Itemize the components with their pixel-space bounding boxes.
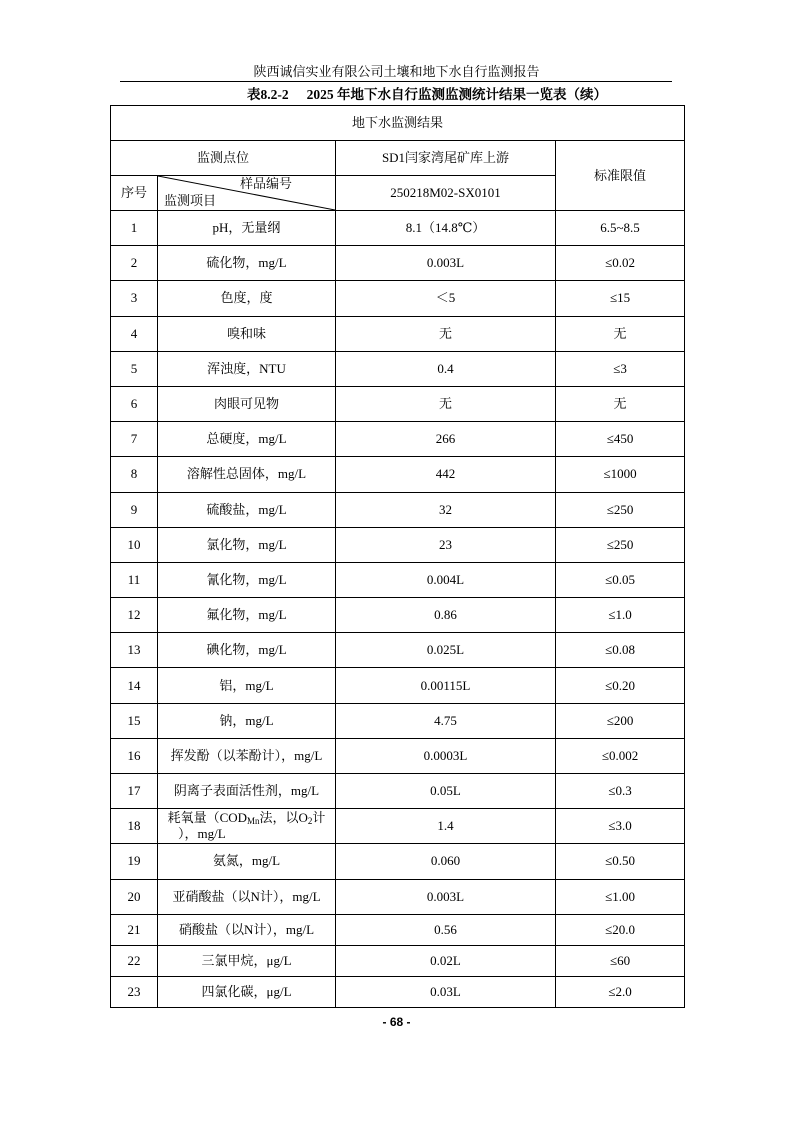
result-value: 23 xyxy=(336,527,556,562)
result-value: 无 xyxy=(336,386,556,421)
item-name: 溶解性总固体，mg/L xyxy=(158,457,336,492)
result-value: 32 xyxy=(336,492,556,527)
item-name: 浑浊度，NTU xyxy=(158,351,336,386)
table-row xyxy=(111,422,685,457)
item-name-line xyxy=(160,826,333,842)
result-value: 0.4 xyxy=(336,351,556,386)
item-name: 氯化物，mg/L xyxy=(158,527,336,562)
row-index: 9 xyxy=(111,492,158,527)
standard-limit: ≤0.002 xyxy=(556,738,685,773)
table-row xyxy=(111,738,685,773)
table-row xyxy=(111,492,685,527)
item-name: 铝，mg/L xyxy=(158,668,336,703)
row-index: 10 xyxy=(111,527,158,562)
item-name: 氨氮，mg/L xyxy=(158,844,336,879)
row-index: 14 xyxy=(111,668,158,703)
table-row xyxy=(111,527,685,562)
standard-limit: ≤1.0 xyxy=(556,598,685,633)
standard-limit: ≤0.50 xyxy=(556,844,685,879)
item-name: 四氯化碳，μg/L xyxy=(158,976,336,1007)
row-index: 8 xyxy=(111,457,158,492)
standard-limit: ≤2.0 xyxy=(556,976,685,1007)
table-row xyxy=(111,844,685,879)
standard-limit: ≤450 xyxy=(556,422,685,457)
item-name-line xyxy=(160,810,333,826)
table-row xyxy=(111,703,685,738)
result-value: 0.004L xyxy=(336,562,556,597)
standard-limit: ≤20.0 xyxy=(556,914,685,945)
row-index: 13 xyxy=(111,633,158,668)
item-name: 氟化物，mg/L xyxy=(158,598,336,633)
item-name-text: 计 xyxy=(312,810,326,826)
standard-limit: ≤60 xyxy=(556,945,685,976)
result-value: ＜5 xyxy=(336,281,556,316)
item-name: 嗅和味 xyxy=(158,316,336,351)
item-name: 硫酸盐，mg/L xyxy=(158,492,336,527)
row-index: 3 xyxy=(111,281,158,316)
row-index: 20 xyxy=(111,879,158,914)
row-index: 2 xyxy=(111,246,158,281)
item-name-text: 耗氧量（COD xyxy=(167,810,248,826)
result-value: 1.4 xyxy=(336,809,556,844)
table-row xyxy=(111,879,685,914)
item-name: 硝酸盐（以N计），mg/L xyxy=(158,914,336,945)
groundwater-results-table xyxy=(110,105,685,1008)
monitoring-point-name: SD1闫家湾尾矿库上游 xyxy=(336,141,556,176)
standard-limit: ≤0.20 xyxy=(556,668,685,703)
table-row xyxy=(111,774,685,809)
result-value: 0.05L xyxy=(336,774,556,809)
page-number: - 68 - xyxy=(382,1015,411,1029)
standard-limit: ≤0.05 xyxy=(556,562,685,597)
row-index: 22 xyxy=(111,945,158,976)
standard-limit: ≤3.0 xyxy=(556,809,685,844)
table-row xyxy=(111,281,685,316)
row-index: 23 xyxy=(111,976,158,1007)
result-value: 8.1（14.8℃） xyxy=(336,211,556,246)
diagonal-header-cell xyxy=(158,176,336,211)
row-index: 15 xyxy=(111,703,158,738)
result-value: 0.003L xyxy=(336,246,556,281)
monitoring-point-row xyxy=(111,141,685,176)
item-name: 总硬度，mg/L xyxy=(158,422,336,457)
monitoring-item-label: 监测项目 xyxy=(164,193,217,208)
table-number: 表8.2-2 xyxy=(247,87,289,102)
table-caption xyxy=(247,86,607,104)
table-section-row xyxy=(111,106,685,141)
item-name: 碘化物，mg/L xyxy=(158,633,336,668)
standard-limit: ≤15 xyxy=(556,281,685,316)
row-index: 16 xyxy=(111,738,158,773)
running-header: 陕西诚信实业有限公司土壤和地下水自行监测报告 xyxy=(253,64,540,79)
standard-limit: ≤0.08 xyxy=(556,633,685,668)
row-index: 12 xyxy=(111,598,158,633)
standard-limit: ≤3 xyxy=(556,351,685,386)
header-rule xyxy=(120,81,672,82)
table-row xyxy=(111,386,685,421)
item-name-text: 法，以O xyxy=(259,810,308,826)
row-index: 19 xyxy=(111,844,158,879)
result-value: 266 xyxy=(336,422,556,457)
result-value: 4.75 xyxy=(336,703,556,738)
table-row xyxy=(111,562,685,597)
standard-limit: 6.5~8.5 xyxy=(556,211,685,246)
sample-id: 250218M02-SX0101 xyxy=(336,176,556,211)
table-row xyxy=(111,316,685,351)
item-name: pH，无量纲 xyxy=(158,211,336,246)
standard-limit-header: 标准限值 xyxy=(556,141,685,211)
row-index: 5 xyxy=(111,351,158,386)
table-row xyxy=(111,598,685,633)
row-index: 6 xyxy=(111,386,158,421)
item-name: 阴离子表面活性剂，mg/L xyxy=(158,774,336,809)
standard-limit: ≤0.3 xyxy=(556,774,685,809)
result-value: 0.025L xyxy=(336,633,556,668)
result-value: 0.003L xyxy=(336,879,556,914)
monitoring-point-label: 监测点位 xyxy=(111,141,336,176)
result-value: 0.060 xyxy=(336,844,556,879)
item-name: 钠，mg/L xyxy=(158,703,336,738)
standard-limit: 无 xyxy=(556,316,685,351)
item-name-subscript: 2 xyxy=(307,816,313,827)
item-name: 挥发酚（以苯酚计），mg/L xyxy=(158,738,336,773)
item-name: 氰化物，mg/L xyxy=(158,562,336,597)
table-title: 2025 年地下水自行监测监测统计结果一览表（续） xyxy=(306,87,607,102)
item-name: 肉眼可见物 xyxy=(158,386,336,421)
table-row xyxy=(111,351,685,386)
table-row xyxy=(111,246,685,281)
standard-limit: ≤1.00 xyxy=(556,879,685,914)
result-value: 0.00115L xyxy=(336,668,556,703)
result-value: 0.03L xyxy=(336,976,556,1007)
sample-id-label: 样品编号 xyxy=(240,176,293,191)
row-index: 21 xyxy=(111,914,158,945)
result-value: 无 xyxy=(336,316,556,351)
table-row xyxy=(111,809,685,844)
table-row xyxy=(111,457,685,492)
standard-limit: ≤250 xyxy=(556,492,685,527)
table-row xyxy=(111,976,685,1007)
table-row xyxy=(111,211,685,246)
standard-limit: ≤250 xyxy=(556,527,685,562)
table-row xyxy=(111,633,685,668)
result-value: 0.0003L xyxy=(336,738,556,773)
result-value: 442 xyxy=(336,457,556,492)
standard-limit: ≤0.02 xyxy=(556,246,685,281)
section-title: 地下水监测结果 xyxy=(111,106,685,141)
item-name-subscript: Mn xyxy=(247,816,260,827)
row-index: 7 xyxy=(111,422,158,457)
index-header: 序号 xyxy=(111,176,158,211)
result-value: 0.56 xyxy=(336,914,556,945)
row-index: 17 xyxy=(111,774,158,809)
item-name xyxy=(158,809,336,844)
item-name: 硫化物，mg/L xyxy=(158,246,336,281)
standard-limit: ≤1000 xyxy=(556,457,685,492)
row-index: 11 xyxy=(111,562,158,597)
standard-limit: ≤200 xyxy=(556,703,685,738)
table-row xyxy=(111,945,685,976)
table-row xyxy=(111,914,685,945)
result-value: 0.86 xyxy=(336,598,556,633)
row-index: 18 xyxy=(111,809,158,844)
standard-limit: 无 xyxy=(556,386,685,421)
table-row xyxy=(111,668,685,703)
row-index: 4 xyxy=(111,316,158,351)
item-name: 色度，度 xyxy=(158,281,336,316)
item-name: 亚硝酸盐（以N计），mg/L xyxy=(158,879,336,914)
item-name: 三氯甲烷，μg/L xyxy=(158,945,336,976)
row-index: 1 xyxy=(111,211,158,246)
result-value: 0.02L xyxy=(336,945,556,976)
item-name-text: ），mg/L xyxy=(178,826,226,842)
